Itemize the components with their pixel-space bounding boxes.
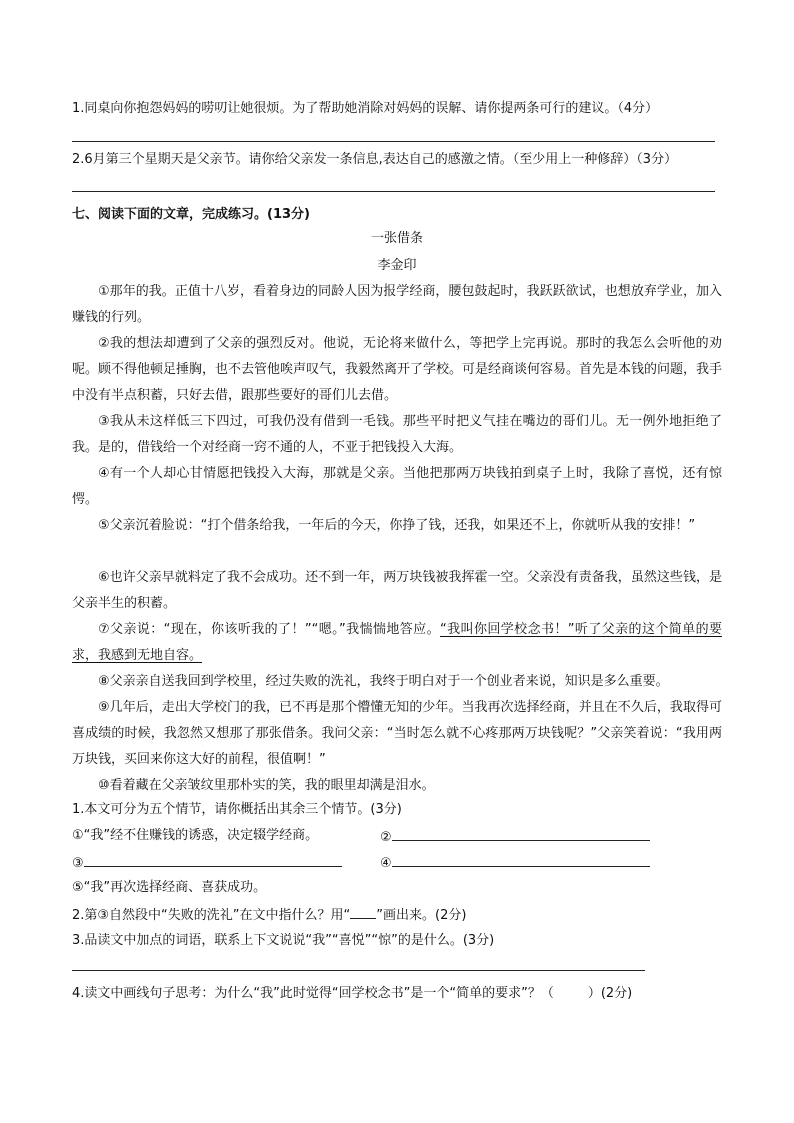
article-author: 李金印 xyxy=(377,258,417,273)
paragraph-6: ⑥也许父亲早就料定了我不会成功。还不到一年，两万块钱被我挥霍一空。父亲没有责备我，虽然这些钱，是父亲半生的积蓄。 xyxy=(72,570,722,611)
paragraph-3: ③我从未这样低三下四过，可我仍没有借到一毛钱。那些平时把义气挂在嘴边的哥们儿。无一例外地拒绝了我。是的，借钱给一个对经商一窍不通的人，不亚于把钱投入大海。 xyxy=(72,414,722,455)
paragraph-4: ④有一个人却心甘情愿把钱投入大海，那就是父亲。当他把那两万块钱拍到桌子上时，我除了喜悦，还有惊愕。 xyxy=(72,466,722,507)
paragraph-1: ①那年的我。正值十八岁，看着身边的同龄人因为报学经商，腰包鼓起时，我跃跃欲试，也想放弃学业，加入赚钱的行列。 xyxy=(72,284,722,325)
answer-line xyxy=(72,141,715,142)
paragraph-8: ⑧父亲亲自送我回到学校里，经过失败的洗礼，我终于明白对于一个创业者来说，知识是多么重要。 xyxy=(98,674,669,689)
paragraph-7-text: ⑦父亲说：“现在，你该听我的了！”“嗯。”我惴惴地答应。 xyxy=(98,622,441,637)
question-advice: 1.同桌向你抱怨妈妈的唠叨让她很烦。为了帮助她消除对妈妈的误解、请你提两条可行的建议。（4分） xyxy=(72,101,659,116)
paragraph-10: ⑩看着藏在父亲皱纹里那朴实的笑，我的眼里却满是泪水。 xyxy=(98,778,435,793)
plot-3-blank[interactable] xyxy=(84,852,342,867)
plot-4-label xyxy=(380,852,650,874)
plot-5: ⑤“我”再次选择经商、喜获成功。 xyxy=(72,880,267,895)
plot-4-number: ④ xyxy=(380,856,392,871)
question-baptism xyxy=(72,904,466,926)
question-baptism-text: 2.第③自然段中“失败的洗礼”在文中指什么？用“ xyxy=(72,908,351,923)
answer-line xyxy=(72,191,715,192)
question-simple-request-text: 4.读文中画线句子思考：为什么“我”此时觉得“回学校念书”是一个“简单的要求”？（ xyxy=(72,986,554,1001)
question-plots: 1.本文可分为五个情节，请你概括出其余三个情节。(3分) xyxy=(72,802,402,817)
paragraph-2: ②我的想法却遭到了父亲的强烈反对。他说，无论将来做什么，等把学上完再说。那时的我怎么会听他的劝呢。顾不得他顿足捶胸，也不去管他唉声叹气，我毅然离开了学校。可是经商谈何容易。首先是本钱的问题，我手中没有半点积蓄，只好去借，跟那些要好的哥们儿去借。 xyxy=(72,336,723,403)
plot-1: ①“我”经不住赚钱的诱惑，决定辍学经商。 xyxy=(72,828,319,843)
question-dotted-words: 3.品读文中加点的词语，联系上下文说说“我”“喜悦”“惊”的是什么。(3分) xyxy=(72,933,495,948)
plot-2-blank[interactable] xyxy=(392,826,650,841)
underlined-sentence: “我叫你回学校念书！”听了父亲的这个简单的要求，我感到无地自容。 xyxy=(72,622,722,663)
question-simple-request xyxy=(72,984,632,1004)
section-heading: 七、阅读下面的文章，完成练习。(13分) xyxy=(72,207,310,222)
plot-3-label xyxy=(72,852,342,874)
plot-3-number: ③ xyxy=(72,856,84,871)
answer-line xyxy=(72,970,645,971)
plot-2-number: ② xyxy=(380,830,392,845)
article-title: 一张借条 xyxy=(370,231,423,246)
paragraph-5: ⑤父亲沉着脸说：“打个借条给我，一年后的今天，你挣了钱，还我，如果还不上，你就听从我的安排！” xyxy=(98,518,696,533)
plot-2-label xyxy=(380,826,650,848)
paragraph-7 xyxy=(72,617,722,669)
plot-4-blank[interactable] xyxy=(392,852,650,867)
question-fathers-day: 2.6月第三个星期天是父亲节。请你给父亲发一条信息,表达自己的感激之情。（至少用上一种修辞）（3分） xyxy=(72,152,678,167)
question-simple-request-score: ）(2分) xyxy=(587,986,633,1001)
question-baptism-score: ”画出来。(2分) xyxy=(376,908,467,923)
underline-sample xyxy=(350,904,376,919)
paragraph-9: ⑨几年后，走出大学校门的我，已不再是那个懵懂无知的少年。当我再次选择经商，并且在不久后，我取得可喜成绩的时候，我忽然又想那了那张借条。我问父亲：“当时怎么就不心疼那两万块钱呢？”父亲笑着说：“我用两万块钱，买回来你这大好的前程，很值啊！” xyxy=(72,700,722,767)
